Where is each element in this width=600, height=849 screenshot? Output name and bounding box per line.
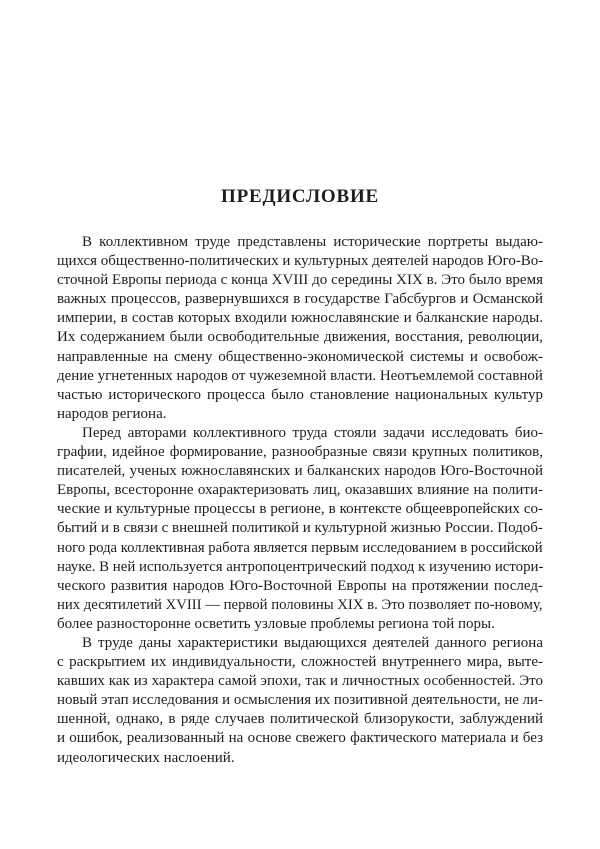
text-line: частью исторического процесса было становление национальных культур <box>57 386 543 403</box>
text-line: идеологических наслоений. <box>57 749 235 766</box>
text-line: ного рода коллективная работа является первым исследованием в российской <box>57 539 543 556</box>
text-line: графии, идейное формирование, разнообразные связи крупных политиков, <box>57 444 543 461</box>
paragraph <box>57 424 543 634</box>
text-line: Европы, всесторонне охарактеризовать лиц, оказавших влияние на полити- <box>57 482 543 499</box>
text-line: сточной Европы периода с конца XVIII до середины XIX в. Это было время <box>57 272 543 289</box>
text-line: них десятилетий XVIII — первой половины XIX в. Это позволяет по-новому, <box>57 596 543 613</box>
text-line: бытий и в связи с внешней политикой и культурной жизнью России. Подоб- <box>57 520 543 537</box>
text-line: В коллективном труде представлены исторические портреты выдаю- <box>82 234 543 250</box>
text-line: В труде даны характеристики выдающихся деятелей данного региона <box>82 634 543 651</box>
text-line: народов региона. <box>57 405 167 422</box>
text-line: с раскрытием их индивидуальности, сложностей внутреннего мира, выте- <box>57 654 543 671</box>
text-line: щихся общественно-политических и культурных деятелей народов Юго-Во- <box>57 253 544 270</box>
text-line: шенной, однако, в ряде случаев политической близорукости, заблуждений <box>57 711 543 728</box>
text-line: более разносторонне осветить узловые проблемы региона той поры. <box>57 615 495 632</box>
text-line: ческого развития народов Юго-Восточной Европы на протяжении послед- <box>57 577 543 594</box>
paragraph <box>57 233 543 424</box>
text-line: империи, в состав которых входили южнославянские и балканские народы. <box>57 310 543 327</box>
text-line: дение угнетенных народов от чужеземной власти. Неотъемлемой составной <box>57 367 543 384</box>
text-line: новый этап исследования и осмысления их позитивной деятельности, не ли- <box>57 692 543 709</box>
text-line: Их содержанием были освободительные движения, восстания, революции, <box>57 329 543 346</box>
text-line: направленные на смену общественно-экономической системы и освобож- <box>57 348 543 365</box>
text-line: и ошибок, реализованный на основе свежего фактического материала и без <box>57 730 543 747</box>
paragraph <box>57 634 543 768</box>
text-line: важных процессов, развернувшихся в государстве Габсбургов и Османской <box>57 291 543 308</box>
text-line: науке. В ней используется антропоцентрический подход к изучению истори- <box>57 558 544 575</box>
text-line: Перед авторами коллективного труда стояли задачи исследовать био- <box>82 424 543 441</box>
text-line: кавших как из характера самой эпохи, так и личностных особенностей. Это <box>57 673 543 690</box>
text-line: писателей, ученых южнославянских и балканских народов Юго-Восточной <box>57 463 543 480</box>
preface-text <box>57 233 543 768</box>
text-line: ческие и культурные процессы в регионе, в контексте общеевропейских со- <box>57 501 543 518</box>
preface-title: ПРЕДИСЛОВИЕ <box>220 186 380 207</box>
